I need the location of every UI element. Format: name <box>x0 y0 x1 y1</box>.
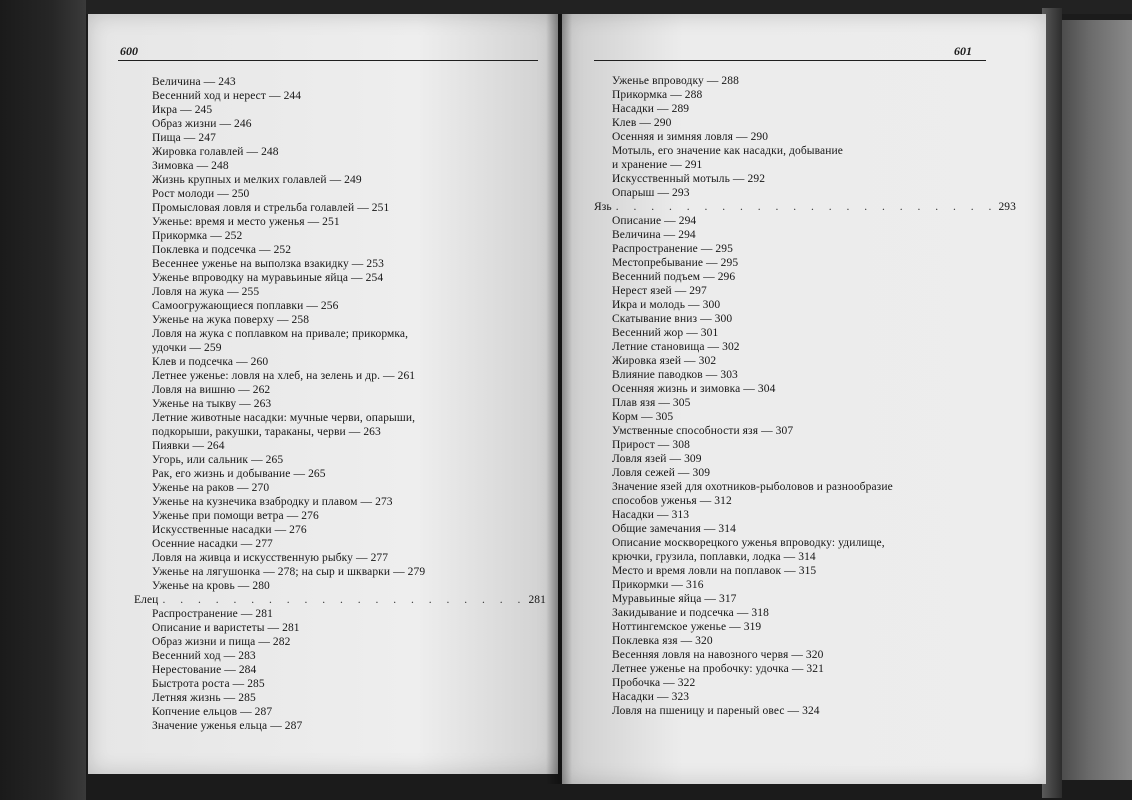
index-heading <box>134 593 546 607</box>
index-entry: Пробочка — 322 <box>612 677 696 689</box>
index-entry: Уженье на лягушонка — 278; на сыр и шкварки — 279 <box>152 566 426 578</box>
index-entry: Уженье на жука поверху — 258 <box>152 314 310 326</box>
index-entry: Поклевка и подсечка — 252 <box>152 244 292 256</box>
index-entry: Быстрота роста — 285 <box>152 678 265 690</box>
index-entry: Осенняя жизнь и зимовка — 304 <box>612 383 776 395</box>
index-entry: Прикормка — 252 <box>152 230 243 242</box>
index-entry: Клев — 290 <box>612 117 672 129</box>
index-entry: Уженье впроводку на муравьиные яйца — 254 <box>152 272 384 284</box>
index-entry: Угорь, или сальник — 265 <box>152 454 284 466</box>
index-entry: Уженье впроводку — 288 <box>612 75 739 87</box>
index-entry: Значение язей для охотников-рыболовов и разнообразие <box>612 481 893 493</box>
index-entry: подкорыши, ракушки, тараканы, черви — 263 <box>152 426 381 438</box>
index-entry: Ловля на пшеницу и пареный овес — 324 <box>612 705 820 717</box>
right-header-rule <box>594 60 986 61</box>
index-entry: Ловля сежей — 309 <box>612 467 711 479</box>
index-entry: Уженье при помощи ветра — 276 <box>152 510 319 522</box>
index-entry: Копчение ельцов — 287 <box>152 706 273 718</box>
index-heading-page: 281 <box>528 594 546 606</box>
index-entry: Распространение — 281 <box>152 608 273 620</box>
index-entry: Закидывание и подсечка — 318 <box>612 607 769 619</box>
index-entry: Летнее уженье на пробочку: удочка — 321 <box>612 663 824 675</box>
index-entry: Весеннее уженье на выползка взакидку — 253 <box>152 258 384 270</box>
index-entry: Клев и подсечка — 260 <box>152 356 269 368</box>
index-entry: Описание москворецкого уженья впроводку: удилище, <box>612 537 885 549</box>
index-entry: и хранение — 291 <box>612 159 703 171</box>
right-index-list <box>594 74 1016 718</box>
index-entry: Летние животные насадки: мучные черви, опарыши, <box>152 412 416 424</box>
index-entry: Ловля на вишню — 262 <box>152 384 271 396</box>
index-entry: Насадки — 289 <box>612 103 690 115</box>
index-entry: Весенняя ловля на навозного червя — 320 <box>612 649 824 661</box>
index-entry: Величина — 243 <box>152 76 236 88</box>
index-entry: Весенний ход и нерест — 244 <box>152 90 302 102</box>
index-entry: Промысловая ловля и стрельба голавлей — 251 <box>152 202 390 214</box>
index-entry: Уженье на тыкву — 263 <box>152 398 272 410</box>
index-entry: Ловля язей — 309 <box>612 453 702 465</box>
index-entry: Нерест язей — 297 <box>612 285 707 297</box>
index-entry: Прикормка — 288 <box>612 89 703 101</box>
scan-background-left <box>0 0 86 800</box>
index-heading <box>594 200 1016 214</box>
dot-leader <box>616 200 995 214</box>
index-entry: Ловля на живца и искусственную рыбку — 277 <box>152 552 389 564</box>
index-entry: Весенний подъем — 296 <box>612 271 736 283</box>
index-entry: Значение уженья ельца — 287 <box>152 720 303 732</box>
index-entry: Уженье на кровь — 280 <box>152 580 270 592</box>
scan-background-top <box>0 0 1132 14</box>
index-entry: Уженье на раков — 270 <box>152 482 270 494</box>
index-entry: Распространение — 295 <box>612 243 733 255</box>
index-entry: Прирост — 308 <box>612 439 690 451</box>
index-entry: Скатывание вниз — 300 <box>612 313 733 325</box>
index-entry: Место и время ловли на поплавок — 315 <box>612 565 817 577</box>
index-entry: Осенняя и зимняя ловля — 290 <box>612 131 769 143</box>
index-entry: Жизнь крупных и мелких голавлей — 249 <box>152 174 362 186</box>
index-heading-title: Язь <box>594 201 612 213</box>
index-entry: Икра — 245 <box>152 104 213 116</box>
left-page <box>88 14 558 774</box>
index-entry: Самоогружающиеся поплавки — 256 <box>152 300 339 312</box>
index-entry: Уженье на кузнечика взабродку и плавом — 273 <box>152 496 393 508</box>
index-entry: Рост молоди — 250 <box>152 188 250 200</box>
index-entry: способов уженья — 312 <box>612 495 732 507</box>
index-entry: Умственные способности язя — 307 <box>612 425 794 437</box>
index-entry: Описание и варистеты — 281 <box>152 622 300 634</box>
index-entry: Искусственный мотыль — 292 <box>612 173 766 185</box>
index-entry: Величина — 294 <box>612 229 696 241</box>
index-entry: Ноттингемское уженье — 319 <box>612 621 762 633</box>
index-entry: Муравьиные яйца — 317 <box>612 593 737 605</box>
index-entry: Местопребывание — 295 <box>612 257 739 269</box>
index-entry: Поклевка язя — 320 <box>612 635 713 647</box>
index-entry: Прикормки — 316 <box>612 579 704 591</box>
index-entry: Весенний ход — 283 <box>152 650 256 662</box>
index-entry: Рак, его жизнь и добывание — 265 <box>152 468 326 480</box>
scan-background-right <box>1060 20 1132 780</box>
index-entry: Плав язя — 305 <box>612 397 691 409</box>
index-entry: Корм — 305 <box>612 411 674 423</box>
index-entry: Образ жизни — 246 <box>152 118 252 130</box>
index-entry: Мотыль, его значение как насадки, добывание <box>612 145 843 157</box>
index-entry: Опарыш — 293 <box>612 187 690 199</box>
index-entry: Летняя жизнь — 285 <box>152 692 256 704</box>
index-entry: Летние становища — 302 <box>612 341 740 353</box>
dot-leader <box>162 593 524 607</box>
index-entry: Ловля на жука с поплавком на привале; прикормка, <box>152 328 409 340</box>
index-entry: Уженье: время и место уженья — 251 <box>152 216 340 228</box>
index-entry: Жировка язей — 302 <box>612 355 717 367</box>
index-entry: Искусственные насадки — 276 <box>152 524 307 536</box>
index-entry: Осенние насадки — 277 <box>152 538 273 550</box>
index-entry: Икра и молодь — 300 <box>612 299 721 311</box>
index-entry: крючки, грузила, поплавки, лодка — 314 <box>612 551 816 563</box>
index-heading-page: 293 <box>998 201 1016 213</box>
book-gutter <box>546 14 572 784</box>
index-heading-title: Елец <box>134 594 159 606</box>
index-entry: Образ жизни и пища — 282 <box>152 636 291 648</box>
index-entry: Пиявки — 264 <box>152 440 225 452</box>
index-entry: Насадки — 313 <box>612 509 690 521</box>
index-entry: Описание — 294 <box>612 215 697 227</box>
index-entry: Жировка голавлей — 248 <box>152 146 279 158</box>
index-entry: удочки — 259 <box>152 342 222 354</box>
right-page-number: 601 <box>954 44 972 58</box>
left-index-list <box>134 75 546 733</box>
index-entry: Общие замечания — 314 <box>612 523 736 535</box>
index-entry: Насадки — 323 <box>612 691 690 703</box>
right-page <box>562 14 1046 784</box>
index-entry: Нерестование — 284 <box>152 664 257 676</box>
index-entry: Зимовка — 248 <box>152 160 229 172</box>
index-entry: Весенний жор — 301 <box>612 327 719 339</box>
left-page-number: 600 <box>120 44 138 58</box>
index-entry: Летнее уженье: ловля на хлеб, на зелень и др. — 261 <box>152 370 416 382</box>
left-header-rule <box>118 60 538 61</box>
index-entry: Влияние паводков — 303 <box>612 369 738 381</box>
index-entry: Ловля на жука — 255 <box>152 286 260 298</box>
index-entry: Пища — 247 <box>152 132 216 144</box>
